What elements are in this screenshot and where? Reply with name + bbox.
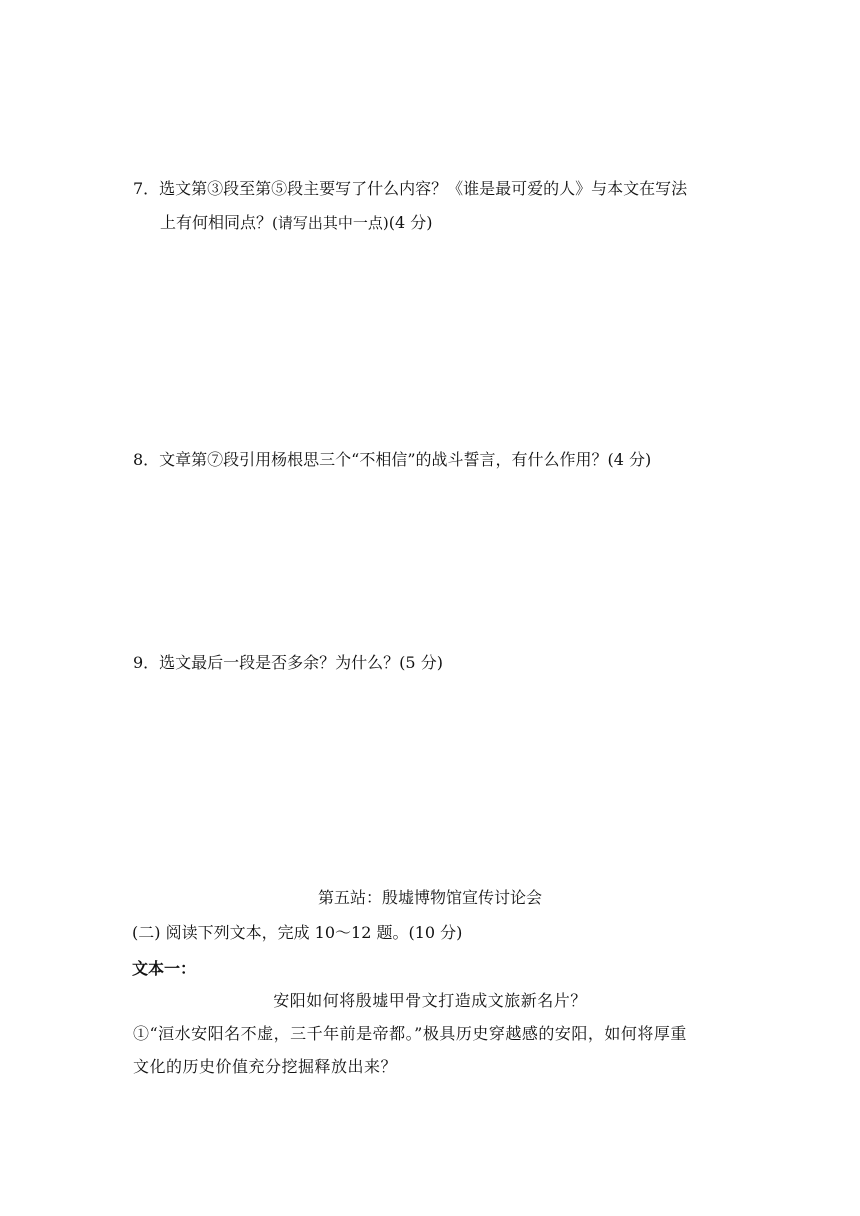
question-7-text: 上有何相同点？ xyxy=(160,213,273,232)
paragraph-1-line-2: 文化的历史价值充分挖掘释放出来？ xyxy=(133,1057,398,1076)
reading-instruction: (二) 阅读下列文本，完成 10～12 题。(10 分) xyxy=(132,923,463,942)
question-8-line-1: 8．文章第⑦段引用杨根思三个“不相信”的战斗誓言，有什么作用？(4 分) xyxy=(133,450,652,469)
station-title: 第五站：殷墟博物馆宣传讨论会 xyxy=(317,888,542,907)
question-7-line-2 xyxy=(160,213,433,233)
text-one-label: 文本一： xyxy=(132,959,197,978)
question-7-score: (4 分) xyxy=(388,213,433,232)
question-7-note: (请写出其中一点) xyxy=(272,214,389,232)
question-7-line-1: 7．选文第③段至第⑤段主要写了什么内容？《谁是最可爱的人》与本文在写法 xyxy=(133,179,688,198)
question-9-line-1: 9．选文最后一段是否多余？为什么？(5 分) xyxy=(133,653,443,672)
article-title: 安阳如何将殷墟甲骨文打造成文旅新名片？ xyxy=(273,991,587,1010)
paragraph-1-line-1: ①“洹水安阳名不虚，三千年前是帝都。”极具历史穿越感的安阳，如何将厚重 xyxy=(133,1024,687,1043)
